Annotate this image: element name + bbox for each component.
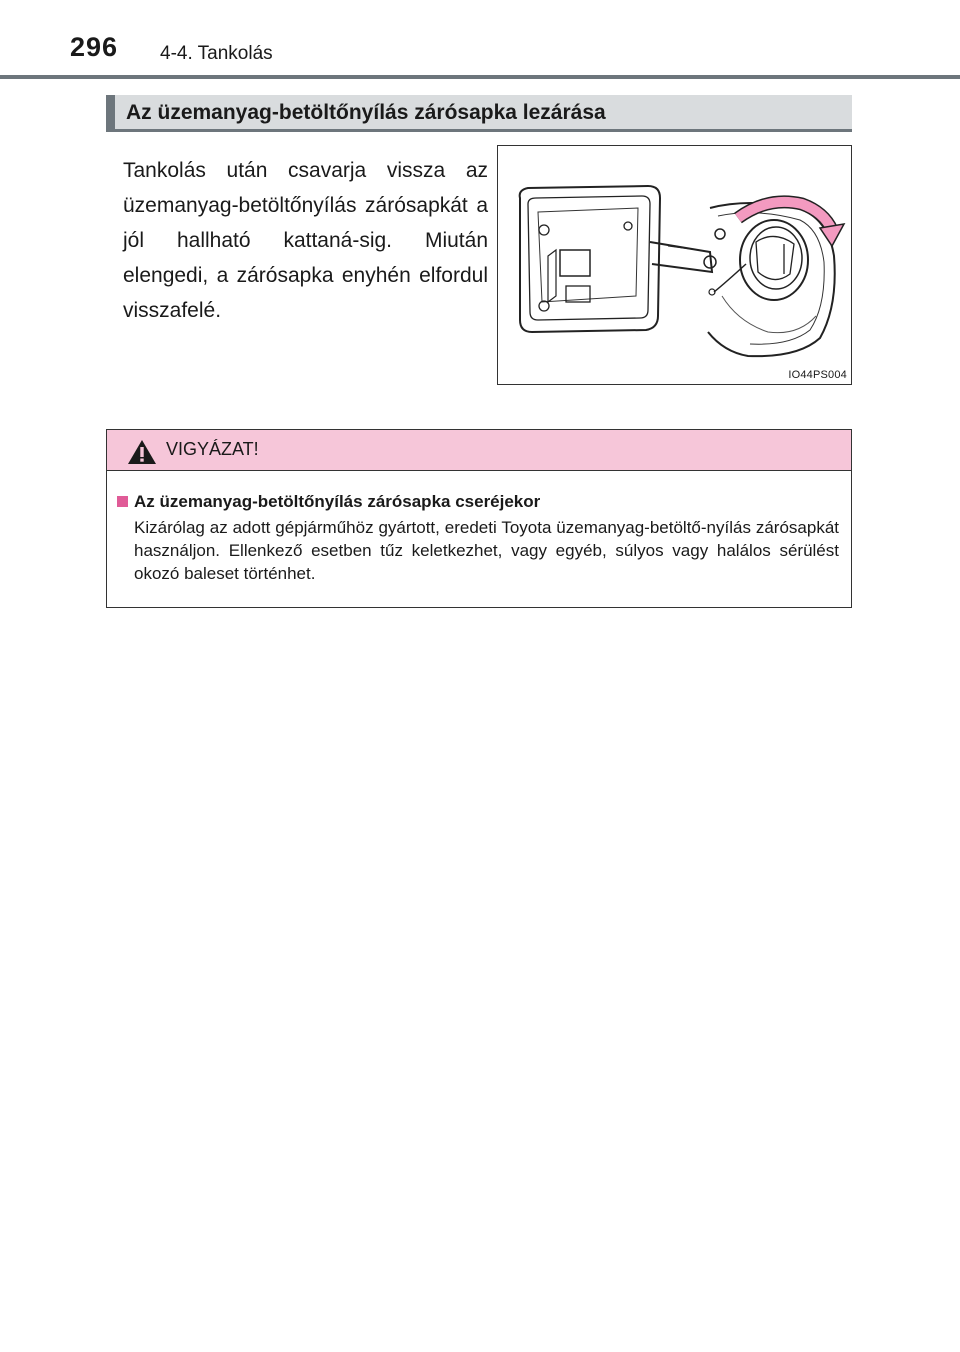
caution-header — [107, 430, 851, 471]
caution-box — [106, 429, 852, 608]
fuel-door-drawing — [498, 146, 850, 383]
caution-item-title-text: Az üzemanyag-betöltőnyílás zárósapka cseréjekor — [134, 492, 541, 511]
figure-code: IO44PS004 — [788, 369, 847, 381]
section-title: Az üzemanyag-betöltőnyílás zárósapka lezárása — [126, 101, 606, 124]
warning-triangle-icon — [127, 439, 157, 465]
caution-item-title — [117, 492, 540, 512]
caution-label: VIGYÁZAT! — [166, 439, 259, 459]
fuel-cap-illustration — [497, 145, 852, 385]
header-rule — [0, 75, 960, 79]
page-number: 296 — [70, 32, 119, 62]
caution-item-text: Kizárólag az adott gépjárműhöz gyártott, eredeti Toyota üzemanyag-betöltő-nyílás zárósapkát használjon. Ellenkező esetben tűz keletkezhet, vagy egyéb, súlyos vagy halálos sérülést okozó baleset történhet. — [134, 518, 839, 583]
section-heading-bar — [106, 95, 852, 132]
square-bullet-icon — [117, 496, 128, 507]
body-paragraph: Tankolás után csavarja vissza az üzemanyag-betöltőnyílás zárósapkát a jól hallható kattaná-sig. Miután elengedi, a zárósapka enyhén elfordul visszafelé. — [123, 159, 488, 322]
running-head: 4-4. Tankolás — [160, 43, 273, 64]
